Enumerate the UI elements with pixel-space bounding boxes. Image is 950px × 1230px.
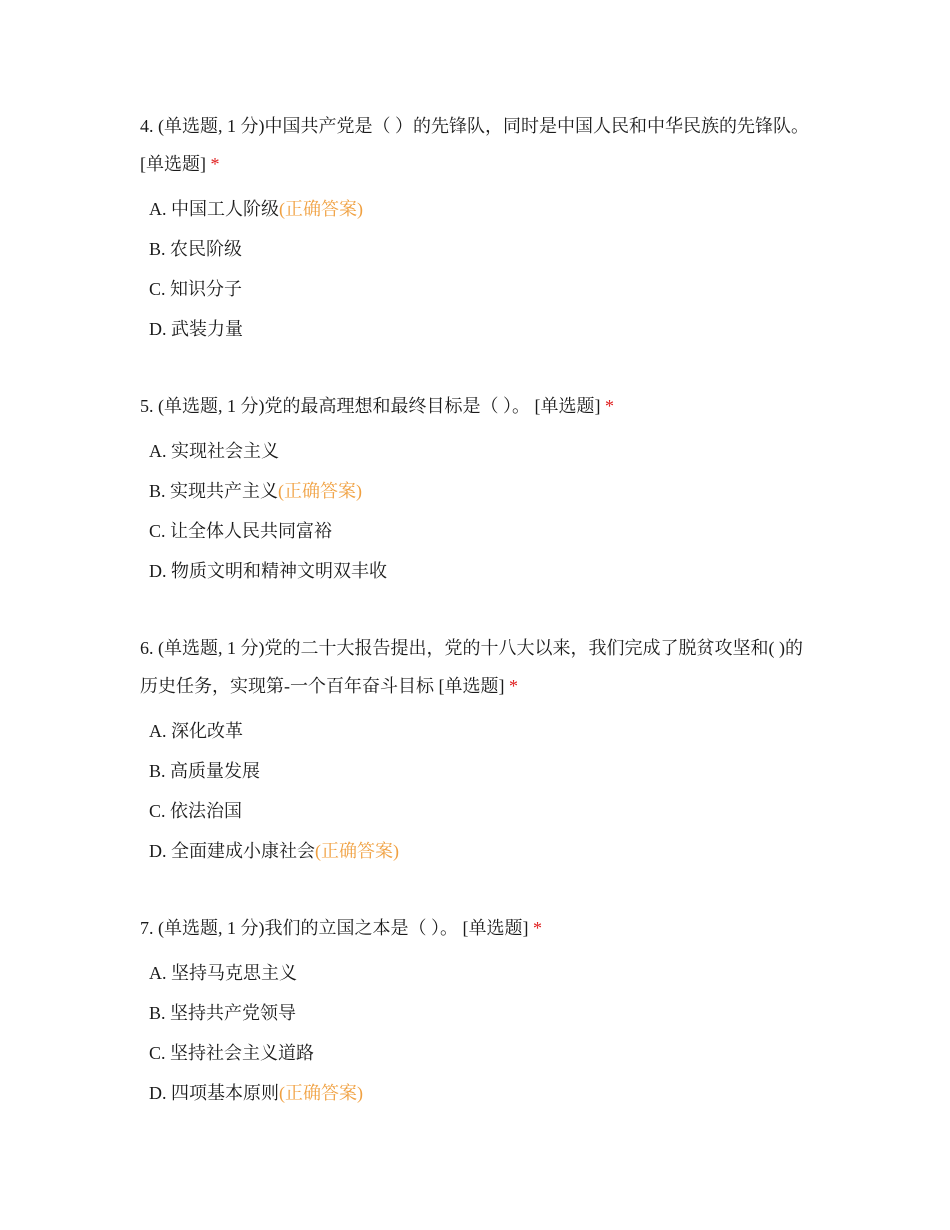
correct-answer-label: (正确答案) bbox=[278, 481, 363, 501]
option-list bbox=[140, 953, 810, 1113]
option-list bbox=[140, 189, 810, 349]
option-d[interactable]: D. 四项基本原则(正确答案) bbox=[149, 1083, 363, 1103]
option-b[interactable]: B. 高质量发展 bbox=[149, 761, 261, 781]
correct-answer-label: (正确答案) bbox=[315, 841, 399, 861]
option-b[interactable]: B. 坚持共产党领导 bbox=[149, 1003, 297, 1023]
option-d[interactable]: D. 武装力量 bbox=[149, 319, 243, 339]
question-4 bbox=[140, 107, 810, 349]
question-6 bbox=[140, 629, 810, 871]
required-asterisk: * bbox=[604, 396, 614, 416]
required-asterisk: * bbox=[210, 154, 220, 174]
option-a[interactable]: A. 中国工人阶级(正确答案) bbox=[149, 199, 363, 219]
question-stem: 6. (单选题, 1 分)党的二十大报告提出，党的十八大以来，我们完成了脱贫攻坚和( )的历史任务，实现第-一个百年奋斗目标 [单选题] * bbox=[140, 638, 803, 696]
option-c[interactable]: C. 让全体人民共同富裕 bbox=[149, 521, 333, 541]
required-asterisk: * bbox=[532, 918, 542, 938]
question-stem: 4. (单选题, 1 分)中国共产党是（ ）的先锋队，同时是中国人民和中华民族的先锋队。 [单选题] * bbox=[140, 116, 809, 174]
correct-answer-label: (正确答案) bbox=[279, 199, 363, 219]
option-c[interactable]: C. 依法治国 bbox=[149, 801, 243, 821]
question-stem: 7. (单选题, 1 分)我们的立国之本是（ ）。 [单选题] * bbox=[140, 918, 542, 938]
option-b[interactable]: B. 农民阶级 bbox=[149, 239, 243, 259]
question-5 bbox=[140, 387, 810, 591]
option-c[interactable]: C. 坚持社会主义道路 bbox=[149, 1043, 315, 1063]
option-list bbox=[140, 431, 810, 591]
option-a[interactable]: A. 实现社会主义 bbox=[149, 441, 279, 461]
option-list bbox=[140, 711, 810, 871]
option-b[interactable]: B. 实现共产主义(正确答案) bbox=[149, 481, 363, 501]
question-stem: 5. (单选题, 1 分)党的最高理想和最终目标是（ ）。 [单选题] * bbox=[140, 396, 614, 416]
option-a[interactable]: A. 坚持马克思主义 bbox=[149, 963, 297, 983]
option-a[interactable]: A. 深化改革 bbox=[149, 721, 243, 741]
option-d[interactable]: D. 物质文明和精神文明双丰收 bbox=[149, 561, 387, 581]
required-asterisk: * bbox=[508, 676, 518, 696]
option-d[interactable]: D. 全面建成小康社会(正确答案) bbox=[149, 841, 399, 861]
question-7 bbox=[140, 909, 810, 1113]
correct-answer-label: (正确答案) bbox=[279, 1083, 363, 1103]
option-c[interactable]: C. 知识分子 bbox=[149, 279, 243, 299]
